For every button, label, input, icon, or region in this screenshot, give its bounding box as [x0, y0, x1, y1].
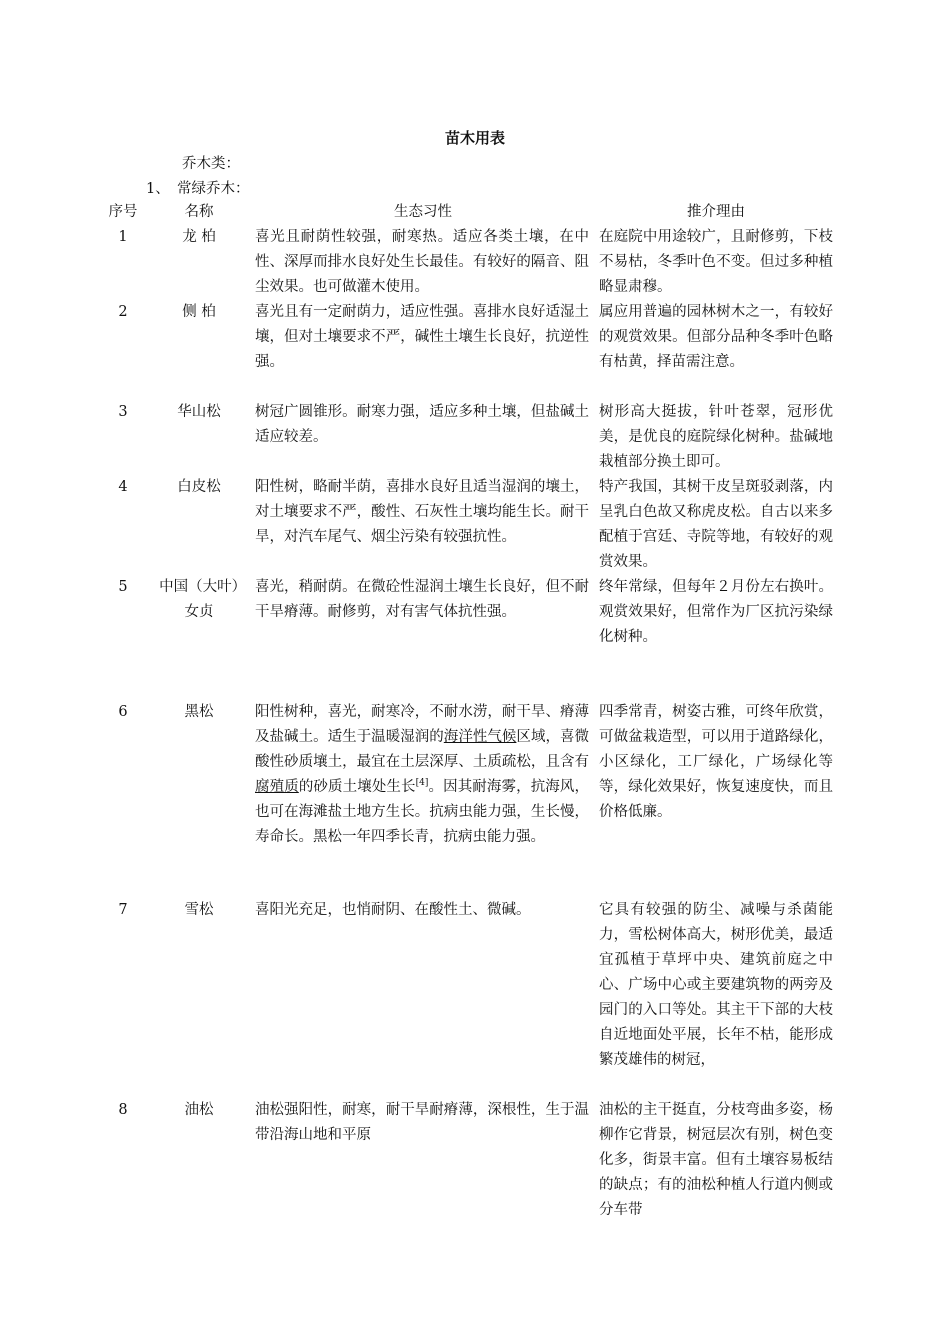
header-no: 序号	[108, 204, 138, 220]
subcategory-label: 1、 常绿乔木：	[146, 181, 250, 197]
table-row	[95, 225, 833, 300]
row-reason: 在庭院中用途较广，且耐修剪，下枝不易枯，冬季叶色不变。但过多种植略显肃穆。	[599, 229, 833, 295]
row-habit: 树冠广圆锥形。耐寒力强，适应多种土壤，但盐碱土适应较差。	[255, 404, 589, 445]
row-habit: 喜光且耐荫性较强，耐寒热。适应各类土壤，在中性、深厚而排水良好处生长最佳。有较好的隔音、阻尘效果。也可做灌木使用。	[255, 229, 589, 295]
header-name: 名称	[184, 204, 214, 220]
habit-text: 区域，喜微酸性砂质壤土，最宜在土层深厚、土质疏松，且含有	[255, 729, 590, 770]
row-habit: 油松强阳性，耐寒，耐干旱耐瘠薄，深根性，生于温带沿海山地和平原	[255, 1102, 589, 1143]
row-habit: 阳性树，略耐半荫，喜排水良好且适当湿润的壤土，对土壤要求不严，酸性、石灰性土壤均能生长。耐干旱，对汽车尾气、烟尘污染有较强抗性。	[255, 479, 589, 545]
row-name: 雪松	[184, 902, 214, 918]
row-habit	[247, 700, 599, 898]
row-habit: 喜阳光充足，也悄耐阴、在酸性土、微碱。	[255, 902, 531, 918]
row-name: 白皮松	[177, 479, 221, 495]
header-reason: 推介理由	[687, 204, 745, 220]
row-habit: 喜光且有一定耐荫力，适应性强。喜排水良好适湿土壤，但对土壤要求不严，碱性土壤生长良好，抗逆性强。	[255, 304, 589, 370]
header-habit: 生态习性	[394, 204, 452, 220]
table-row	[95, 898, 833, 1098]
link-ocean-climate[interactable]: 海洋性气候	[443, 729, 517, 745]
footnote-ref[interactable]: [4]	[415, 778, 429, 789]
row-no: 4	[118, 479, 128, 495]
row-reason: 终年常绿，但每年２月份左右换叶。观赏效果好，但常作为厂区抗污染绿化树种。	[599, 579, 833, 645]
row-reason: 四季常青，树姿古雅，可终年欣赏，可做盆栽造型，可以用于道路绿化，小区绿化，工厂绿化，广场绿化等等，绿化效果好，恢复速度快，而且价格低廉。	[599, 704, 833, 820]
row-no: 3	[118, 404, 128, 420]
table-row	[95, 1098, 833, 1223]
row-no: 7	[118, 902, 128, 918]
table-row	[95, 475, 833, 575]
row-name: 中国（大叶）女贞	[159, 579, 239, 620]
table-row	[95, 700, 833, 898]
table-header-row	[95, 200, 833, 225]
row-reason: 特产我国，其树干皮呈斑驳剥落，内呈乳白色故又称虎皮松。自古以来多配植于宫廷、寺院等地，有较好的观赏效果。	[599, 479, 833, 570]
habit-text: 。因其耐海雾，抗海风，也可在海滩盐土地方生长。抗病虫能力强，生长慢，寿命长。黑松一年四季长青，抗病虫能力强。	[255, 779, 590, 845]
habit-text: 的砂质土壤处生长	[298, 779, 416, 795]
row-name: 龙 柏	[182, 229, 216, 245]
row-name: 黑松	[184, 704, 214, 720]
row-no: 6	[118, 704, 128, 720]
row-name: 华山松	[177, 404, 221, 420]
category-label: 乔木类：	[182, 156, 240, 172]
table-row	[95, 400, 833, 475]
row-name: 侧 柏	[182, 304, 216, 320]
habit-text: 阳性树种，喜光，耐寒冷，不耐水涝，耐干旱、瘠薄及盐碱土。适生于温暖湿润的	[255, 704, 589, 745]
page-title: 苗木用表	[444, 129, 505, 147]
row-no: 1	[118, 229, 128, 245]
row-no: 2	[118, 304, 128, 320]
row-reason: 属应用普遍的园林树木之一，有较好的观赏效果。但部分品种冬季叶色略有枯黄，择苗需注意。	[599, 304, 833, 370]
row-habit: 喜光，稍耐荫。在微砼性湿润土壤生长良好，但不耐干旱瘠薄。耐修剪，对有害气体抗性强。	[255, 579, 589, 620]
table-row	[95, 575, 833, 700]
row-no: 8	[118, 1102, 128, 1118]
row-reason: 油松的主干挺直，分枝弯曲多姿，杨柳作它背景，树冠层次有别，树色变化多，街景丰富。但有土壤容易板结的缺点；有的油松种植人行道内侧或分车带	[599, 1102, 833, 1218]
row-reason: 它具有较强的防尘、减噪与杀菌能力，雪松树体高大，树形优美，最适宜孤植于草坪中央、建筑前庭之中心、广场中心或主要建筑物的两旁及园门的入口等处。其主干下部的大枝自近地面处平展，长年不枯，能形成繁茂雄伟的树冠，	[599, 902, 833, 1068]
nursery-table	[95, 200, 833, 1223]
link-humus[interactable]: 腐殖质	[255, 779, 299, 795]
table-row	[95, 300, 833, 400]
row-no: 5	[118, 579, 128, 595]
row-reason: 树形高大挺拔，针叶苍翠，冠形优美，是优良的庭院绿化树种。盐碱地栽植部分换土即可。	[599, 404, 833, 470]
row-name: 油松	[184, 1102, 214, 1118]
